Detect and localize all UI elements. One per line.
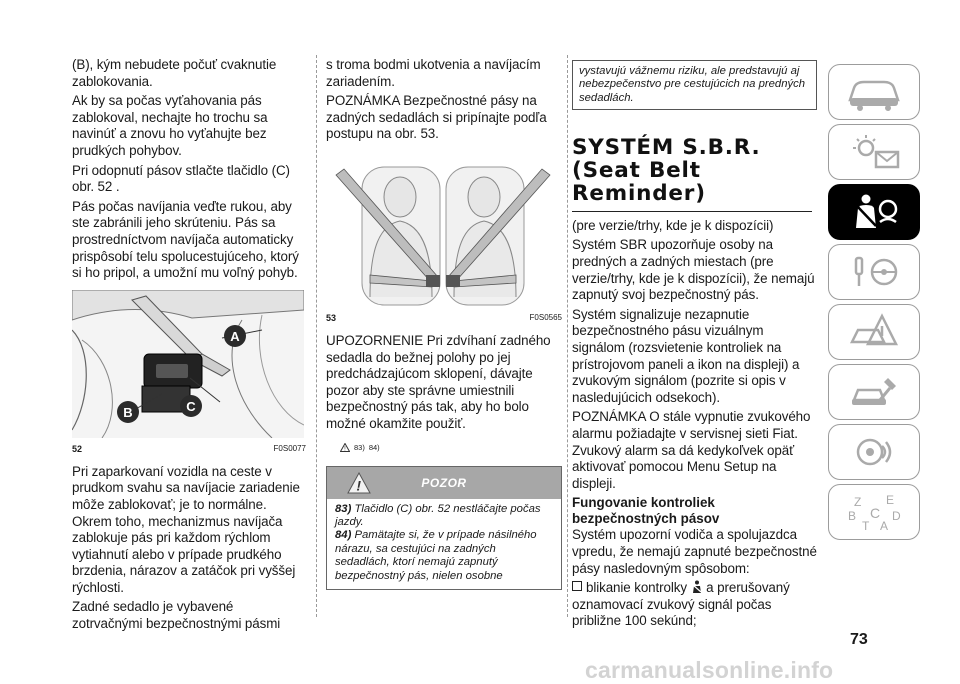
warning-item-83 bbox=[335, 503, 553, 530]
figure-code: F0S0565 bbox=[529, 312, 562, 322]
seatbelt-airbag-icon bbox=[844, 192, 904, 232]
paragraph: Systém signalizuje nezapnutie bezpečnostného pásu vizuálnym signálom (rozsvietenie kontroliek na prístrojovom paneli a ikon na displeji) a zvukovým signálom (pozrite si opis v nasledujúcich odsekoch). bbox=[572, 306, 800, 405]
warning-header bbox=[327, 467, 561, 499]
rear-seats-belts-illustration bbox=[326, 147, 560, 307]
svg-text:D: D bbox=[892, 509, 901, 523]
svg-text:!: ! bbox=[344, 446, 346, 452]
paragraph: POZNÁMKA Bezpečnostné pásy na zadných sedadlách si pripínajte podľa postupu na obr. 53. bbox=[326, 93, 547, 142]
car-crash-icon bbox=[844, 312, 904, 352]
paragraph: (pre verzie/trhy, kde je k dispozícii) bbox=[572, 217, 774, 233]
column-2 bbox=[326, 57, 562, 590]
column-divider bbox=[316, 55, 317, 617]
paragraph: Pri zaparkovaní vozidla na ceste v prudkom svahu sa navíjacie zariadenie môže zablokovať; je to normálne. Okrem toho, mechanizmus navíjača zablokuje pás pri každom rýchlom vytiahnutí alebo v prípade prudkého brzdenia, nárazov a zatáčok pri vyššej rýchlosti. bbox=[72, 463, 300, 595]
tab-dashboard[interactable] bbox=[828, 64, 920, 120]
warning-triangle-icon bbox=[340, 443, 350, 452]
svg-text:A: A bbox=[880, 519, 889, 532]
paragraph: Systém upozorní vodiča a spolujazdca vpredu, že nemajú zapnuté bezpečnostné pásy nasledovným spôsobom: bbox=[572, 527, 817, 576]
bullet-item bbox=[572, 580, 817, 630]
warning-number: 83) bbox=[335, 502, 352, 515]
wrench-car-icon bbox=[844, 372, 904, 412]
figure-number: 53 bbox=[326, 312, 337, 323]
index-letters-icon bbox=[844, 492, 904, 532]
callout-a: A bbox=[230, 328, 240, 344]
svg-text:T: T bbox=[862, 519, 870, 532]
warning-item-84 bbox=[335, 529, 553, 583]
car-dashboard-icon bbox=[844, 72, 904, 112]
subheading-line: Fungovanie kontroliek bbox=[572, 495, 715, 511]
heading-line: (Seat Belt bbox=[572, 157, 701, 183]
heading-line: SYSTÉM S.B.R. bbox=[572, 134, 761, 160]
section-heading bbox=[572, 136, 817, 205]
paragraph: Pás počas navíjania veďte rukou, aby ste zabránili jeho skrúteniu. Pás sa prostredníctvom navíjača automaticky prispôsobí telu spolucestujúceho, ktorý si ho pripol, a umožní mu voľný pohyb. bbox=[72, 198, 299, 281]
svg-text:B: B bbox=[848, 509, 857, 523]
seatbelt-buckle-illustration bbox=[72, 290, 304, 438]
heading-line: Reminder) bbox=[572, 180, 706, 206]
figure-caption bbox=[72, 444, 306, 454]
warning-box bbox=[326, 466, 562, 590]
warning-title: POZOR bbox=[421, 475, 467, 490]
paragraph: Pri odopnutí pásov stlačte tlačidlo (C) obr. 52 . bbox=[72, 162, 290, 195]
seatbelt-warning-icon bbox=[691, 580, 703, 594]
paragraph: Zadné sedadlo je vybavené zotrvačnými bezpečnostnými pásmi bbox=[72, 599, 281, 632]
warning-continuation-box: vystavujú vážnemu riziku, ale predstavujú aj nebezpečenstvo pre cestujúcich na predných sedadlách. bbox=[572, 60, 817, 110]
warning-lights-icon bbox=[844, 132, 904, 172]
paragraph: UPOZORNENIE Pri zdvíhaní zadného sedadla do bežnej polohy po jej predchádzajúcom sklopení, dávajte pozor aby ste správne umiestnili bezpečnostný pás tak, aby ho bolo možné okamžite použiť. bbox=[326, 332, 551, 431]
tab-technical-data[interactable] bbox=[828, 424, 920, 480]
paragraph: Systém SBR upozorňuje osoby na predných a zadných miestach (pre verzie/trhy, kde je k dispozícii), že nemajú zapnutý svoj bezpečnostný pás. bbox=[572, 237, 815, 303]
svg-text:Z: Z bbox=[854, 495, 862, 509]
paragraph: Ak by sa počas vyťahovania pás zablokoval, nechajte ho trochu sa navinúť a znovu ho vyťahujte bez prudkých pohybov. bbox=[72, 93, 268, 158]
subheading bbox=[572, 495, 817, 527]
svg-text:!: ! bbox=[356, 477, 362, 494]
figure-caption bbox=[326, 313, 562, 323]
paragraph: s troma bodmi ukotvenia a navíjacím zariadením. bbox=[326, 57, 541, 89]
tab-emergency[interactable] bbox=[828, 304, 920, 360]
page-number: 73 bbox=[850, 631, 868, 648]
warning-number: 84) bbox=[335, 529, 352, 542]
multimedia-icon bbox=[844, 432, 904, 472]
ref-84[interactable]: 84) bbox=[368, 442, 380, 452]
paragraph: (B), kým nebudete počuť cvaknutie zablokovania. bbox=[72, 57, 277, 89]
warning-references bbox=[340, 443, 562, 452]
tab-safety[interactable] bbox=[828, 184, 920, 240]
bullet-text: blikanie kontrolky bbox=[586, 580, 687, 596]
tab-maintenance[interactable] bbox=[828, 364, 920, 420]
column-3 bbox=[572, 0, 817, 633]
watermark: carmanualsonline.info bbox=[585, 657, 834, 683]
ref-83[interactable]: 83) bbox=[354, 442, 365, 452]
key-steering-wheel-icon bbox=[844, 252, 904, 292]
tab-start-driving[interactable] bbox=[828, 244, 920, 300]
warning-text: Tlačidlo (C) obr. 52 nestláčajte počas jazdy. bbox=[335, 502, 541, 528]
checkbox-bullet-icon bbox=[572, 581, 582, 591]
tab-index[interactable] bbox=[828, 484, 920, 540]
column-1 bbox=[72, 57, 306, 636]
figure-52 bbox=[72, 290, 306, 454]
warning-body bbox=[327, 499, 561, 589]
figure-number: 52 bbox=[72, 443, 83, 454]
warning-triangle-icon bbox=[347, 472, 371, 494]
svg-text:C: C bbox=[870, 505, 881, 521]
figure-53 bbox=[326, 147, 562, 323]
callout-c: C bbox=[186, 398, 196, 414]
subheading-line: bezpečnostných pásov bbox=[572, 511, 720, 527]
paragraph: POZNÁMKA O stále vypnutie zvukového alarmu požiadajte v servisnej sieti Fiat. Zvukový alarm sa dá kedykoľvek opäť aktivovať pomocou Menu Setup na displeji. bbox=[572, 409, 811, 491]
chapter-tabs bbox=[828, 64, 920, 544]
warning-text: Pamätajte si, že v prípade násilného nárazu, sa cestujúci na zadných sedadlách, ktorí nemajú zapnutý bezpečnostný pás, nielen osobne bbox=[335, 529, 537, 582]
figure-code: F0S0077 bbox=[273, 443, 306, 453]
svg-text:E: E bbox=[886, 493, 895, 507]
callout-b: B bbox=[123, 404, 133, 420]
heading-rule bbox=[572, 211, 812, 212]
tab-warning-lights[interactable] bbox=[828, 124, 920, 180]
bullet-text: a prerušovaný oznamovací zvukový signál počas približne 100 sekúnd; bbox=[572, 580, 790, 629]
column-divider bbox=[567, 55, 568, 617]
